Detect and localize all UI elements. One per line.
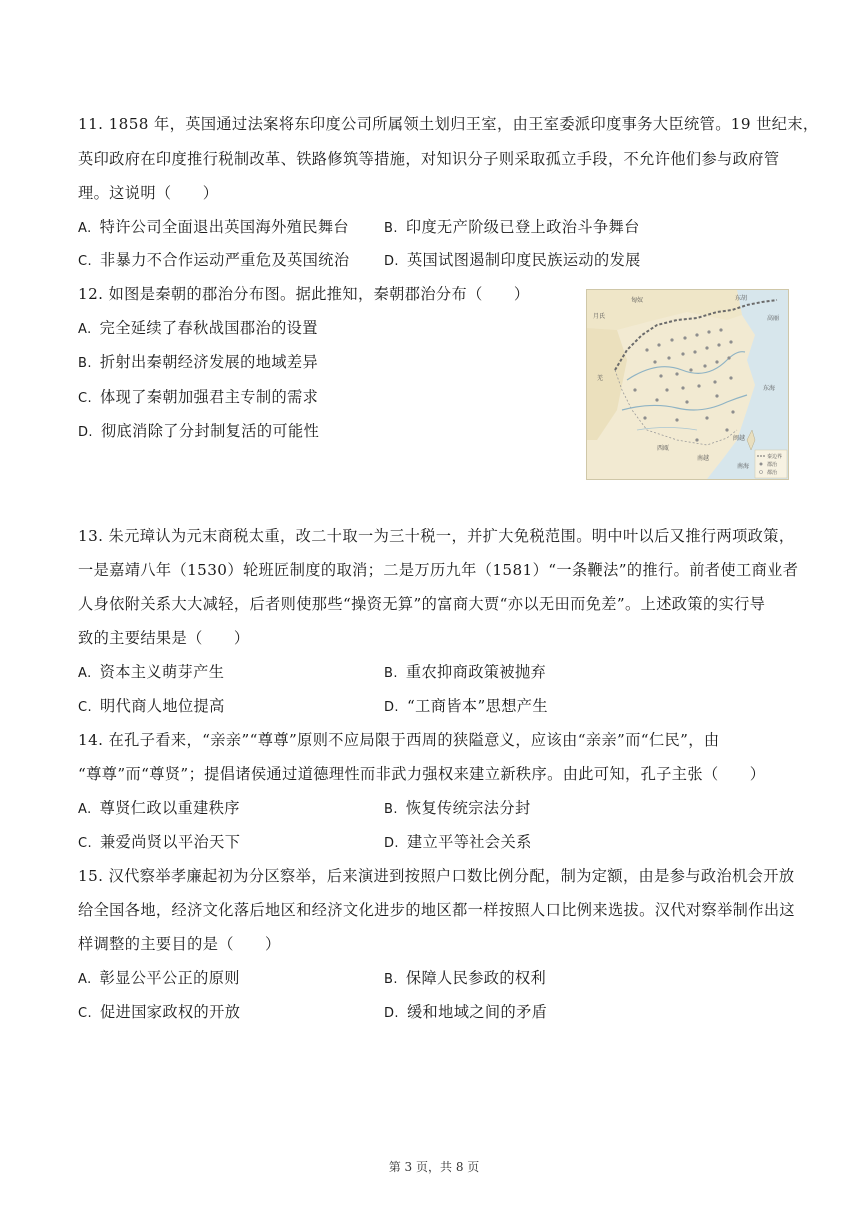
q13-option-d: D. “工商皆本”思想产生 (384, 697, 548, 715)
svg-text:郡治: 郡治 (767, 462, 778, 468)
q11-option-b: B. 印度无产阶级已登上政治斗争舞台 (384, 218, 640, 236)
q13-line-1: 13. 朱元璋认为元末商税太重，改二十取一为三十税一，并扩大免税范围。明中叶以后又推行两项政策， (78, 527, 795, 545)
q14-option-d: D. 建立平等社会关系 (384, 833, 532, 851)
q13-option-b: B. 重农抑商政策被抛弃 (384, 663, 547, 681)
map-legend (755, 450, 787, 478)
map-label-xiongnu: 匈奴 (631, 297, 644, 304)
q14-option-a: A. 尊贤仁政以重建秩序 (78, 799, 240, 817)
q13-line-3: 人身依附关系大大减轻，后者则使那些“操资无算”的富商大贾“亦以无田而免差”。上述政策的实行导 (78, 595, 766, 613)
q13-option-c: C. 明代商人地位提高 (78, 697, 225, 715)
q15-option-b: B. 保障人民参政的权利 (384, 969, 547, 987)
page-footer: 第 3 页，共 8 页 (388, 1160, 480, 1174)
map-label-east-sea: 东海 (763, 385, 776, 392)
map-label-xiou: 西瓯 (657, 445, 670, 452)
q12-line-1: 12. 如图是秦朝的郡治分布图。据此推知，秦朝郡治分布（ ） (78, 285, 530, 303)
yellow-river (627, 352, 745, 380)
q15-option-a: A. 彰显公平公正的原则 (78, 969, 240, 987)
yangtze-river (622, 395, 747, 410)
map-label-yuezhi: 月氏 (593, 313, 606, 320)
svg-text:秦边界: 秦边界 (767, 454, 783, 460)
q13-line-2: 一是嘉靖八年（1530）轮班匠制度的取消；二是万历九年（1581）“一条鞭法”的推行。前者使工商业者 (78, 561, 799, 579)
q11-line-1: 11. 1858 年，英国通过法案将东印度公司所属领土划归王室，由王室委派印度事务大臣统管。19 世纪末， (78, 115, 819, 133)
map-label-nanyue: 南越 (697, 455, 710, 462)
q11-option-d: D. 英国试图遏制印度民族运动的发展 (384, 251, 641, 269)
q11-option-c: C. 非暴力不合作运动严重危及英国统治 (78, 251, 350, 269)
q14-option-b: B. 恢复传统宗法分封 (384, 799, 531, 817)
map-label-gaoli: 高丽 (767, 315, 780, 322)
western-region (587, 328, 627, 440)
q11-option-a: A. 特许公司全面退出英国海外殖民舞台 (78, 218, 350, 236)
q15-line-1: 15. 汉代察举孝廉起初为分区察举，后来演进到按照户口数比例分配，制为定额，由是参与政治机会开放 (78, 867, 795, 885)
minor-river (637, 428, 697, 431)
q13-option-a: A. 资本主义萌芽产生 (78, 663, 225, 681)
q15-option-c: C. 促进国家政权的开放 (78, 1003, 241, 1021)
svg-text:都治: 都治 (767, 470, 778, 476)
q12-option-d: D. 彻底消除了分封制复活的可能性 (78, 422, 320, 440)
q15-line-3: 样调整的主要目的是（ ） (78, 935, 281, 953)
map-label-south-sea: 南海 (737, 463, 750, 470)
q14-option-c: C. 兼爱尚贤以平治天下 (78, 833, 241, 851)
commandery-seats (633, 328, 734, 441)
qin-commandery-map (586, 289, 789, 480)
q14-line-1: 14. 在孔子看来，“亲亲”“尊尊”原则不应局限于西周的狭隘意义，应该由“亲亲”而“仁民”，由 (78, 731, 720, 749)
q15-option-d: D. 缓和地域之间的矛盾 (384, 1003, 548, 1021)
q13-line-4: 致的主要结果是（ ） (78, 629, 250, 647)
q12-option-b: B. 折射出秦朝经济发展的地域差异 (78, 353, 319, 371)
q12-option-a: A. 完全延续了春秋战国郡治的设置 (78, 319, 318, 337)
q12-option-c: C. 体现了秦朝加强君主专制的需求 (78, 388, 319, 406)
q11-line-2: 英印政府在印度推行税制改革、铁路修筑等措施，对知识分子则采取孤立手段，不允许他们参与政府管 (78, 150, 780, 168)
map-label-qiang: 羌 (597, 375, 604, 382)
map-label-minyue: 闽越 (733, 435, 746, 442)
q11-line-3: 理。这说明（ ） (78, 184, 219, 202)
map-label-donghu: 东胡 (735, 295, 748, 302)
q14-line-2: “尊尊”而“尊贤”；提倡诸侯通过道德理性而非武力强权来建立新秩序。由此可知，孔子主张（ ） (78, 765, 766, 783)
q15-line-2: 给全国各地，经济文化落后地区和经济文化进步的地区都一样按照人口比例来选拔。汉代对察举制作出这 (78, 901, 796, 919)
